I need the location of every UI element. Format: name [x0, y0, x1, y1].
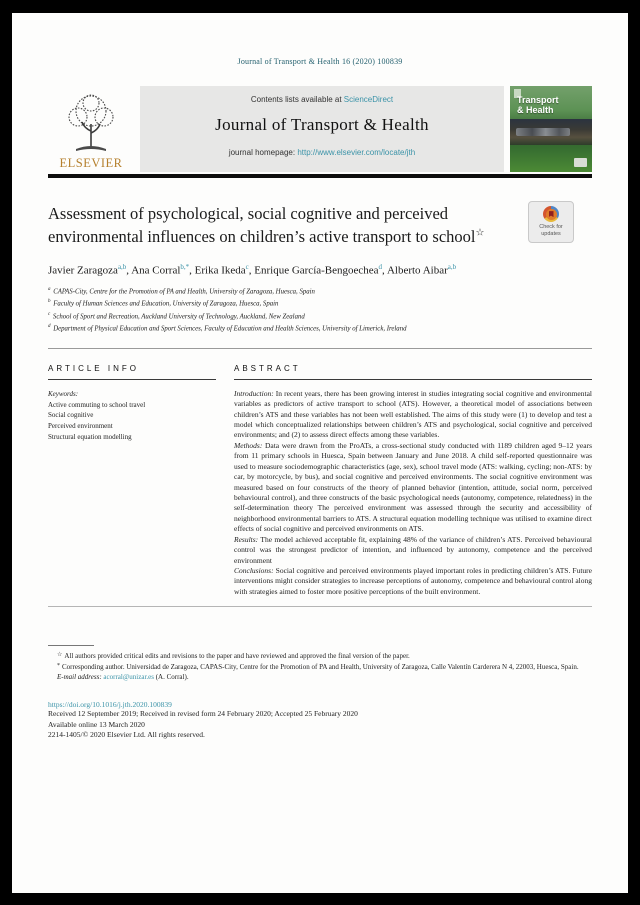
- affiliation-superscript: a: [48, 287, 51, 293]
- author-name: Ana Corral: [131, 264, 181, 277]
- affiliation-text: Department of Physical Education and Sport Sciences, Faculty of Education and Health Sciences, University of Limerick, Ireland: [51, 324, 407, 332]
- author-list: Javier Zaragoza$^{a,b}$, Ana Corral$^{b,*}$, Erika Ikeda$^c$, Enrique García-Bengoechea$^d$, Alberto Aibar$^{a,b}$: [48, 262, 457, 277]
- keyword: Structural equation modelling: [48, 433, 132, 442]
- masthead-box: [140, 86, 504, 172]
- journal-cover-thumbnail: [510, 86, 592, 172]
- masthead-rule: [48, 174, 592, 178]
- title-row: [48, 203, 592, 249]
- paper-page: [12, 13, 628, 893]
- contents-prefix: Contents lists available at: [250, 95, 344, 104]
- cover-title-line2: & Health: [517, 104, 554, 115]
- keyword: Active commuting to school travel: [48, 400, 146, 409]
- title-footnote-star: ☆: [475, 227, 485, 239]
- abstract-section-label: Conclusions:: [234, 565, 274, 575]
- email-label: E-mail address:: [57, 673, 102, 682]
- affiliation-superscript: d: [48, 323, 51, 329]
- keyword: Social cognitive: [48, 411, 94, 420]
- author-superscript: a,b: [117, 262, 127, 271]
- keywords-label: Keywords:: [48, 389, 79, 398]
- masthead-journal-title: Journal of Transport & Health: [215, 115, 429, 134]
- received-line: Received 12 September 2019; Received in revised form 24 February 2020; Accepted 25 February 2020: [48, 708, 358, 718]
- affiliation-superscript: b: [48, 299, 51, 305]
- elsevier-tree-icon: [60, 91, 122, 155]
- article-title-line2-text: environmental influences on children’s active transport to school: [48, 226, 476, 246]
- cover-title: [517, 96, 559, 116]
- check-for-updates-label: [539, 224, 563, 238]
- homepage-prefix: journal homepage:: [228, 148, 298, 157]
- abstract-paragraph: Methods: Data were drawn from the ProATs, a cross-sectional study conducted with 1189 children aged 9–12 years from 11 primary schools in Huesca, Spain between January and June 2018. A child self-reported questionnaire was used to measure sociodemographic characteristics (age, sex), school travel mode (ATS: walking, cycling; non-ATS: by car, by motorcycle, by bus), and social cognitive and perceived environments. The social cognitive environment was measured based on four constructs of the theory of planned behavior (intention, attitude, social norm, perceived behavioural control), and three constructs of the basic psychological needs (autonomy, competence, relatedness) in the self-determination theory The perceived environment was assessed through the security and accessibility of neighborhood environmental barriers to ATS. A structural equation modelling technique was utilised to examine direct effects of social cognitive and perceived environments on ATS.: [234, 440, 592, 534]
- affiliation-list: [48, 286, 592, 335]
- footnote-rule: [48, 645, 94, 646]
- abstract-paragraph: Conclusions: Social cognitive and perceived environments played important roles in predicting children’s ATS. Future interventions might consider strategies to increase perceptions of autonomy, competence and behavioural control along with strategies aimed to foster more positive perceptions of the built environment.: [234, 565, 592, 596]
- author-name: Javier Zaragoza: [48, 264, 118, 277]
- section-divider: [48, 348, 592, 349]
- doi-line: [48, 700, 592, 709]
- article-title-line1: Assessment of psychological, social cognitive and perceived: [48, 204, 449, 223]
- affiliation: [48, 311, 592, 323]
- check-for-updates-badge[interactable]: [528, 201, 574, 243]
- footnote-corresponding: [48, 662, 592, 673]
- footer-block: [48, 700, 592, 742]
- elsevier-logo: [48, 86, 134, 172]
- abstract-rule: [234, 379, 592, 380]
- copyright-line: 2214-1405/© 2020 Elsevier Ltd. All rights reserved.: [48, 730, 205, 740]
- article-info-column: [48, 364, 216, 597]
- elsevier-wordmark: ELSEVIER: [59, 156, 123, 170]
- author-superscript: c: [245, 262, 249, 271]
- email-line: [48, 672, 592, 683]
- footnote-star-text: All authors provided critical edits and revisions to the paper and have reviewed and approved the final version of the paper.: [64, 652, 410, 661]
- cover-photo: [510, 119, 592, 145]
- check-for-updates-icon: [543, 206, 559, 222]
- homepage-link[interactable]: http://www.elsevier.com/locate/jth: [297, 148, 416, 157]
- affiliation: [48, 323, 592, 335]
- doi-link[interactable]: https://doi.org/10.1016/j.jth.2020.100839: [48, 699, 172, 709]
- email-link[interactable]: acorral@unizar.es: [103, 673, 154, 682]
- author-superscript: d: [378, 262, 383, 271]
- author-name: Erika Ikeda: [194, 264, 246, 277]
- footnote-star-marker: ☆: [57, 652, 63, 659]
- author-name: Alberto Aibar: [386, 264, 448, 277]
- cover-title-line1: Transport: [517, 95, 559, 105]
- author-superscript: b,*: [180, 262, 190, 271]
- affiliation-text: School of Sport and Recreation, Auckland University of Technology, Auckland, New Zealand: [51, 312, 305, 320]
- abstract-section-label: Results:: [234, 534, 259, 544]
- affiliation: [48, 286, 592, 298]
- keyword: Perceived environment: [48, 422, 113, 431]
- contents-line: [140, 95, 504, 104]
- email-suffix: (A. Corral).: [153, 673, 189, 682]
- journal-citation: Journal of Transport & Health 16 (2020) 100839: [237, 57, 403, 66]
- keyword-list: [48, 400, 216, 443]
- abstract-paragraph: Results: The model achieved acceptable fit, explaining 48% of the variance of children’s ATS. Perceived behavioural control was the strongest predictor of intention, and influenced by autonomy, competence and the perceived environment: [234, 534, 592, 565]
- abstract-paragraph: Introduction: In recent years, there has been growing interest in studies integrating social cognitive and environmental variables as predictors of active transport to school (ATS). However, a theoretical model of associations between children’s ATS and these variables has not been well established. The aims of this study were (1) to develop and test a model which conceptualized relationships between children’s ATS and psychological, social cognitive and perceived environments; and (2) to assess direct effects among these variables.: [234, 388, 592, 440]
- article-info-heading: ARTICLE INFO: [48, 363, 139, 373]
- article-title: [48, 203, 506, 249]
- footnote-corresponding-marker: *: [57, 662, 60, 669]
- available-online-line: Available online 13 March 2020: [48, 719, 145, 729]
- abstract-section-label: Methods:: [234, 440, 263, 450]
- author-superscript: a,b: [447, 262, 457, 271]
- abstract-column: [234, 364, 592, 597]
- abstract-body: [234, 389, 592, 597]
- abstract-heading: ABSTRACT: [234, 363, 301, 373]
- abstract-section-label: Introduction:: [234, 388, 274, 398]
- affiliation-text: Faculty of Human Sciences and Education, University of Zaragoza, Huesca, Spain: [51, 300, 279, 308]
- info-abstract-columns: [48, 364, 592, 597]
- footnote-star: [48, 651, 592, 662]
- author-name: Enrique García-Bengoechea: [254, 264, 379, 277]
- sciencedirect-link[interactable]: ScienceDirect: [343, 95, 394, 104]
- masthead: [48, 86, 592, 172]
- abstract-bottom-rule: [48, 606, 592, 607]
- cfu-label-line2: updates: [541, 231, 561, 237]
- affiliation-superscript: c: [48, 311, 51, 317]
- footnote-corresponding-text: Corresponding author. Universidad de Zaragoza, CAPAS-City, Centre for the Promotion of PA and Health, University of Zaragoza, Calle Valentín Carderera N 4, 22003, Huesca, Spain.: [62, 662, 579, 671]
- article-info-rule: [48, 379, 216, 380]
- affiliation: [48, 298, 592, 310]
- footnote-block: [48, 645, 592, 683]
- article-title-line2: [48, 226, 506, 249]
- cfu-label-line1: Check for: [539, 224, 563, 231]
- homepage-line: [140, 148, 504, 157]
- affiliation-text: CAPAS-City, Centre for the Promotion of PA and Health, University of Zaragoza, Huesca, Spain: [51, 288, 315, 296]
- cover-elsevier-mark: [574, 158, 587, 167]
